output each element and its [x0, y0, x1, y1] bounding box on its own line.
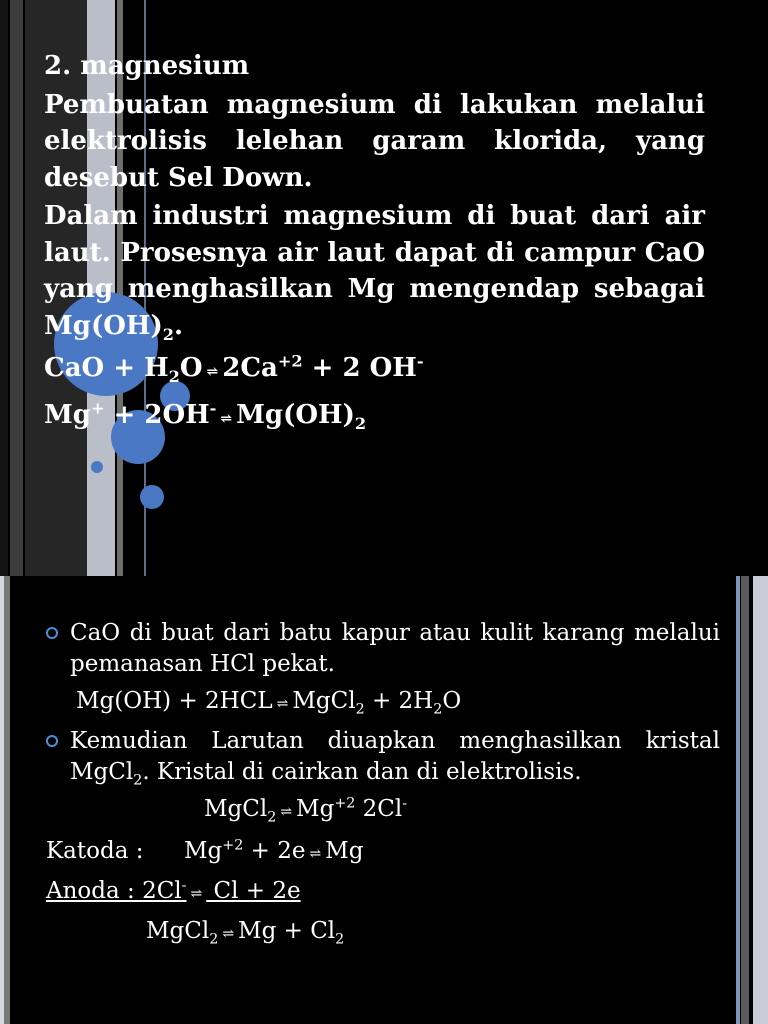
equation-mgoh-hcl: Mg(OH) + 2HCL ⇌ MgCl$_2$ + $2H_2O$ [46, 686, 720, 720]
slide-2-content [46, 618, 720, 950]
equilibrium-arrow-icon: ⇌ [276, 696, 289, 712]
bullet-circle-icon [46, 735, 58, 747]
equation-mgcl2-overall: MgCl$_2$ ⇌ $Mg + Cl_2$ [46, 916, 720, 950]
right-border-light [753, 576, 768, 1024]
paragraph-sel-down: Pembuatan magnesium di lakukan melalui elektrolisis lelehan garam klorida, yang desebut Sel Down. [44, 89, 705, 193]
slide-2 [0, 576, 768, 1024]
equilibrium-arrow-icon: ⇌ [280, 804, 293, 820]
equilibrium-arrow-icon: ⇌ [222, 926, 235, 942]
left-grey-band [10, 0, 23, 576]
bullet-circle-icon [46, 627, 58, 639]
anoda-reaction: Anoda : 2Cl-⇌ Cl + 2e [46, 876, 720, 910]
equation-mg-hydroxide: Mg+ + 2OH-⇌ $Mg(OH)_2$ [44, 397, 705, 438]
slide-1-content [44, 48, 705, 437]
left-dark-stripe [0, 0, 8, 576]
decor-circle-small-2 [140, 485, 164, 509]
equilibrium-arrow-icon: ⇌ [309, 846, 322, 862]
equilibrium-arrow-icon: ⇌ [220, 410, 233, 427]
paragraph-air-laut: Dalam industri magnesium di buat dari air laut. Prosesnya air laut dapat di campur CaO yang menghasilkan Mg mengendap sebagai $Mg(OH)_2$. [44, 201, 705, 344]
decor-circle-dot [91, 461, 103, 473]
left-border-grey [4, 576, 10, 1024]
katoda-reaction: Katoda : $Mg^{+2} + 2e$ ⇌ Mg [46, 836, 720, 870]
slide-1-heading: 2. magnesium [44, 51, 250, 81]
equation-mgcl2-dissociation: MgCl$_2$ ⇌ $Mg^{+2}$ 2Cl- [46, 794, 720, 828]
equilibrium-arrow-icon: ⇌ [190, 886, 203, 902]
equilibrium-arrow-icon: ⇌ [206, 364, 219, 380]
right-border-blue [736, 576, 740, 1024]
right-border-grey [741, 576, 749, 1024]
bullet-kristal: Kemudian Larutan diuapkan menghasilkan kristal MgCl$_2$. Kristal di cairkan dan di elektrolisis. [46, 726, 720, 788]
equation-cao-water: CaO + $H_2O$ ⇌ $2Ca^{+2} + 2$ OH- [44, 350, 705, 391]
bullet-cao-source: CaO di buat dari batu kapur atau kulit karang melalui pemanasan HCl pekat. [46, 618, 720, 680]
